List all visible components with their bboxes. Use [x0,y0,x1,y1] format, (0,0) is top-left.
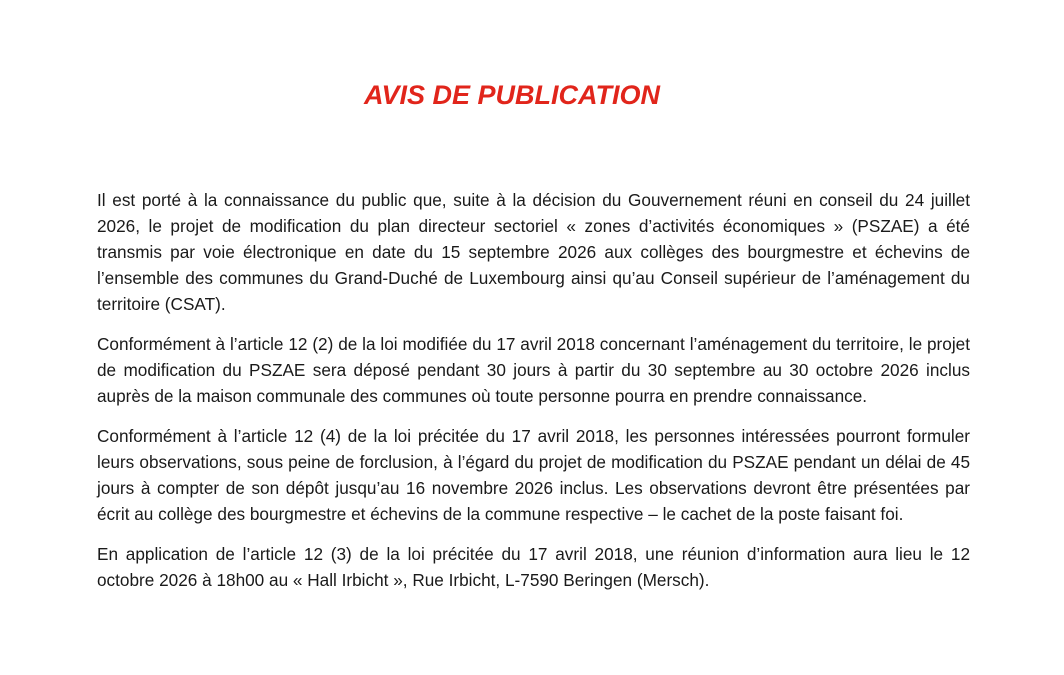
paragraph-deposit: Conformément à l’article 12 (2) de la loi modifiée du 17 avril 2018 concernant l’aménagement du territoire, le projet de modification du PSZAE sera déposé pendant 30 jours à partir du 30 septembre au 30 octobre 2026 inclus auprès de la maison communale des communes où toute personne pourra en prendre connaissance. [97,334,970,406]
document-title: AVIS DE PUBLICATION [363,80,660,110]
paragraph-transmission: Il est porté à la connaissance du public que, suite à la décision du Gouvernement réuni en conseil du 24 juillet 2026, le projet de modification du plan directeur sectoriel « zones d’activités économiques » (PSZAE) a été transmis par voie électronique en date du 15 septembre 2026 aux collèges des bourgmestre et échevins de l’ensemble des communes du Grand-Duché de Luxembourg ainsi qu’au Conseil supérieur de l’aménagement du territoire (CSAT). [97,190,970,314]
document-body [97,187,970,607]
paragraph-information-meeting: En application de l’article 12 (3) de la loi précitée du 17 avril 2018, une réunion d’information aura lieu le 12 octobre 2026 à 18h00 au « Hall Irbicht », Rue Irbicht, L-7590 Beringen (Mersch). [97,544,970,590]
paragraph-observations: Conformément à l’article 12 (4) de la loi précitée du 17 avril 2018, les personnes intéressées pourront formuler leurs observations, sous peine de forclusion, à l’égard du projet de modification du PSZAE pendant un délai de 45 jours à compter de son dépôt jusqu’au 16 novembre 2026 inclus. Les observations devront être présentées par écrit au collège des bourgmestre et échevins de la commune respective – le cachet de la poste faisant foi. [97,426,970,524]
